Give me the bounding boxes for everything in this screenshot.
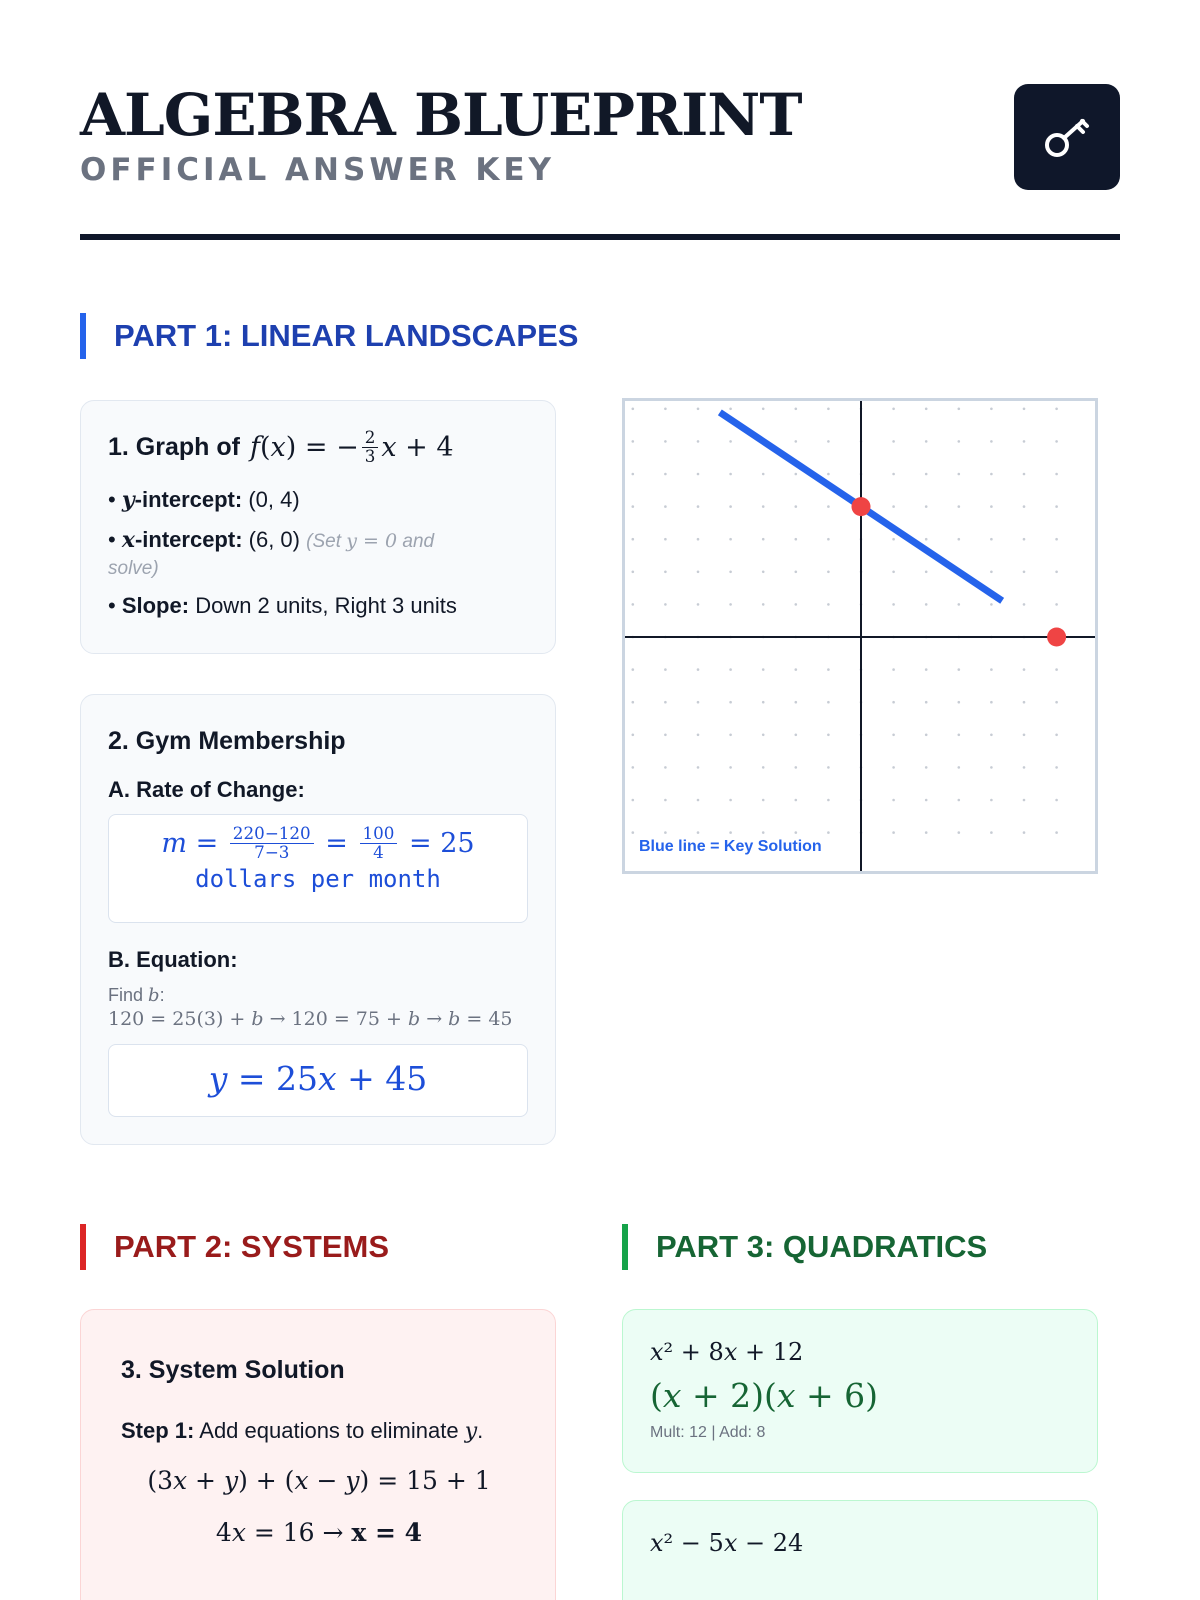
grid-dot <box>1055 473 1058 476</box>
grid-dot <box>632 668 635 671</box>
system-equation-sum: (3x + y) + (x − y) = 15 + 1 <box>147 1466 491 1495</box>
grid-dot <box>664 473 667 476</box>
grid-dot <box>958 701 961 704</box>
grid-dot <box>729 831 732 834</box>
grid-dot <box>827 668 830 671</box>
find-b-label: Find b: <box>108 985 165 1006</box>
final-equation-box: y = 25x + 45 <box>108 1044 528 1117</box>
grid-dot <box>1055 799 1058 802</box>
grid-dot <box>762 831 765 834</box>
grid-dot <box>697 701 700 704</box>
grid-dot <box>1055 603 1058 606</box>
graph-caption: Blue line = Key Solution <box>639 838 822 855</box>
grid-dot <box>1055 701 1058 704</box>
grid-dot <box>1023 766 1026 769</box>
key-badge <box>1014 84 1120 190</box>
grid-dot <box>958 734 961 737</box>
grid-dot <box>729 799 732 802</box>
grid-dot <box>762 734 765 737</box>
grid-dot <box>1055 734 1058 737</box>
grid-dot <box>664 505 667 508</box>
grid-dot <box>990 440 993 443</box>
part1-accent-bar <box>80 313 86 359</box>
grid-dot <box>892 473 895 476</box>
grid-dot <box>632 799 635 802</box>
x-intercept-note-cont: solve) <box>108 558 159 579</box>
rate-of-change-label: A. Rate of Change: <box>108 777 305 802</box>
grid-dot <box>795 734 798 737</box>
grid-dot <box>990 473 993 476</box>
grid-dot <box>795 505 798 508</box>
grid-dot <box>958 538 961 541</box>
question-3-card <box>80 1309 556 1600</box>
grid-dot <box>925 538 928 541</box>
grid-dot <box>664 668 667 671</box>
grid-dot <box>990 505 993 508</box>
page-header <box>80 81 1120 188</box>
grid-dot <box>795 538 798 541</box>
grid-dot <box>827 505 830 508</box>
equation-label: B. Equation: <box>108 947 238 972</box>
part1-heading <box>80 313 578 359</box>
find-b-work: 120 = 25(3) + b → 120 = 75 + b → b = 45 <box>108 1008 513 1030</box>
grid-dot <box>892 766 895 769</box>
intercept-point <box>852 497 871 516</box>
quadratic-1-factored: (x + 2)(x + 6) <box>650 1376 878 1415</box>
grid-dot <box>925 473 928 476</box>
intercept-point <box>1047 628 1066 647</box>
grid-dot <box>762 603 765 606</box>
grid-dot <box>827 571 830 574</box>
grid-dot <box>795 603 798 606</box>
grid-dot <box>1023 571 1026 574</box>
grid-dot <box>697 538 700 541</box>
grid-dot <box>827 734 830 737</box>
grid-dot <box>990 603 993 606</box>
grid-dot <box>892 799 895 802</box>
system-solution-x: 4x = 16 → x = 4 <box>215 1518 423 1547</box>
grid-dot <box>697 799 700 802</box>
grid-dot <box>1055 766 1058 769</box>
grid-dot <box>990 668 993 671</box>
grid-dot <box>925 505 928 508</box>
grid-dot <box>925 766 928 769</box>
grid-dot <box>958 831 961 834</box>
grid-dot <box>827 440 830 443</box>
grid-dot <box>1023 701 1026 704</box>
grid-dot <box>632 505 635 508</box>
grid-dot <box>925 603 928 606</box>
grid-dot <box>990 831 993 834</box>
grid-dot <box>1055 408 1058 411</box>
grid-dot <box>892 440 895 443</box>
grid-dot <box>1023 408 1026 411</box>
grid-dot <box>925 571 928 574</box>
grid-dot <box>729 734 732 737</box>
grid-dot <box>632 408 635 411</box>
grid-dot <box>664 440 667 443</box>
header-divider <box>80 234 1120 240</box>
grid-dot <box>697 408 700 411</box>
rate-units: dollars per month <box>195 865 441 894</box>
grid-dot <box>1055 668 1058 671</box>
grid-dot <box>958 505 961 508</box>
grid-dot <box>892 734 895 737</box>
grid-dot <box>1055 538 1058 541</box>
grid-dot <box>925 831 928 834</box>
grid-dot <box>892 408 895 411</box>
grid-dot <box>958 440 961 443</box>
grid-dot <box>697 668 700 671</box>
quadratic-2-expression: x² − 5x − 24 <box>650 1529 804 1557</box>
grid-dot <box>827 408 830 411</box>
grid-dot <box>1023 831 1026 834</box>
part3-heading <box>622 1224 987 1270</box>
grid-dot <box>925 440 928 443</box>
grid-dot <box>795 831 798 834</box>
grid-dot <box>729 473 732 476</box>
grid-dot <box>925 734 928 737</box>
grid-dot <box>664 408 667 411</box>
page-title: ALGEBRA BLUEPRINT <box>80 81 802 149</box>
grid-dot <box>827 538 830 541</box>
part3-accent-bar <box>622 1224 628 1270</box>
coordinate-graph <box>622 398 1098 874</box>
grid-dot <box>892 831 895 834</box>
grid-dot <box>892 701 895 704</box>
quadratic-1-card <box>622 1309 1098 1473</box>
grid-dot <box>697 831 700 834</box>
key-icon <box>1039 107 1095 168</box>
grid-dot <box>925 668 928 671</box>
question-3-title: 3. System Solution <box>121 1356 345 1384</box>
grid-dot <box>762 799 765 802</box>
grid-dot <box>958 603 961 606</box>
grid-dot <box>664 831 667 834</box>
grid-dot <box>958 799 961 802</box>
question-2-card <box>80 694 556 1145</box>
grid-dot <box>762 473 765 476</box>
grid-dot <box>892 603 895 606</box>
grid-dot <box>762 505 765 508</box>
grid-dot <box>664 734 667 737</box>
grid-dot <box>892 668 895 671</box>
grid-dot <box>795 701 798 704</box>
part1-heading-text: PART 1: LINEAR LANDSCAPES <box>114 318 579 353</box>
grid-dot <box>990 408 993 411</box>
grid-dot <box>729 603 732 606</box>
grid-dot <box>1023 603 1026 606</box>
grid-dot <box>729 701 732 704</box>
grid-dot <box>1055 571 1058 574</box>
grid-dot <box>664 766 667 769</box>
grid-dot <box>958 766 961 769</box>
grid-dot <box>632 766 635 769</box>
quadratic-1-hint: Mult: 12 | Add: 8 <box>650 1424 766 1441</box>
grid-dot <box>990 701 993 704</box>
grid-dot <box>1023 505 1026 508</box>
grid-dot <box>697 473 700 476</box>
grid-dot <box>697 571 700 574</box>
grid-dot <box>729 571 732 574</box>
grid-dot <box>958 668 961 671</box>
grid-dot <box>925 799 928 802</box>
grid-dot <box>762 668 765 671</box>
grid-dot <box>990 734 993 737</box>
grid-dot <box>729 440 732 443</box>
question-1-title-text: 1. Graph of <box>108 432 240 461</box>
x-intercept-item: • x-intercept: (6, 0) (Set y = 0 and <box>108 527 435 553</box>
grid-dot <box>1023 473 1026 476</box>
quadratic-2-card <box>622 1500 1098 1600</box>
grid-dot <box>827 766 830 769</box>
grid-dot <box>795 473 798 476</box>
grid-dot <box>1023 538 1026 541</box>
grid-dot <box>1023 734 1026 737</box>
question-2-title: 2. Gym Membership <box>108 727 346 755</box>
grid-dot <box>729 538 732 541</box>
grid-dot <box>795 766 798 769</box>
grid-dot <box>1055 831 1058 834</box>
grid-dot <box>762 701 765 704</box>
slope-item: • Slope: Down 2 units, Right 3 units <box>108 593 457 618</box>
grid-dot <box>632 734 635 737</box>
grid-dot <box>1023 799 1026 802</box>
grid-dot <box>697 734 700 737</box>
grid-dot <box>664 538 667 541</box>
grid-dot <box>958 473 961 476</box>
grid-dot <box>729 408 732 411</box>
rate-of-change-box <box>108 814 528 923</box>
grid-dot <box>892 505 895 508</box>
grid-dot <box>632 440 635 443</box>
grid-dot <box>697 766 700 769</box>
part3-heading-text: PART 3: QUADRATICS <box>656 1229 988 1264</box>
grid-dot <box>827 831 830 834</box>
grid-dot <box>827 473 830 476</box>
grid-dot <box>1023 440 1026 443</box>
grid-dot <box>729 668 732 671</box>
grid-dot <box>632 603 635 606</box>
grid-dot <box>990 766 993 769</box>
grid-dot <box>795 668 798 671</box>
grid-dot <box>958 408 961 411</box>
grid-dot <box>925 701 928 704</box>
grid-dot <box>892 571 895 574</box>
grid-dot <box>762 571 765 574</box>
function-formula: f ( x ) = − $\frac{2}{3}$ x + 4 <box>249 427 454 466</box>
grid-dot <box>762 538 765 541</box>
part2-accent-bar <box>80 1224 86 1270</box>
grid-dot <box>664 603 667 606</box>
grid-dot <box>990 538 993 541</box>
grid-dot <box>632 571 635 574</box>
grid-dot <box>729 505 732 508</box>
grid-dot <box>697 505 700 508</box>
grid-dot <box>762 766 765 769</box>
grid-dot <box>795 799 798 802</box>
step-1-text: Step 1: Add equations to eliminate y. <box>121 1418 484 1444</box>
grid-dot <box>664 571 667 574</box>
grid-dot <box>1023 668 1026 671</box>
grid-dot <box>762 408 765 411</box>
question-1-card <box>80 400 556 654</box>
grid-dot <box>892 538 895 541</box>
grid-dot <box>697 603 700 606</box>
grid-dot <box>632 831 635 834</box>
grid-dot <box>795 408 798 411</box>
grid-dot <box>664 799 667 802</box>
grid-dot <box>664 701 667 704</box>
y-intercept-item: • y-intercept: (0, 4) <box>108 487 300 513</box>
grid-dot <box>1055 440 1058 443</box>
question-1-title <box>108 429 454 465</box>
grid-dot <box>795 440 798 443</box>
grid-dot <box>925 408 928 411</box>
grid-dot <box>632 538 635 541</box>
grid-dot <box>697 440 700 443</box>
page-subtitle: OFFICIAL ANSWER KEY <box>80 152 556 188</box>
grid-dot <box>632 701 635 704</box>
grid-dot <box>827 799 830 802</box>
grid-dot <box>827 603 830 606</box>
grid-dot <box>1055 505 1058 508</box>
graph-canvas <box>625 401 1095 871</box>
part2-heading-text: PART 2: SYSTEMS <box>114 1229 390 1264</box>
rate-of-change-formula: m = $\frac{220-120}{7-3}$ = $\frac{100}{4}$ = 25 <box>161 823 475 862</box>
grid-dot <box>827 701 830 704</box>
quadratic-1-expression: x² + 8x + 12 <box>650 1338 804 1366</box>
part2-heading <box>80 1224 389 1270</box>
grid-dot <box>729 766 732 769</box>
grid-dot <box>990 571 993 574</box>
grid-dot <box>795 571 798 574</box>
grid-dot <box>990 799 993 802</box>
question-1-bullets <box>108 485 538 621</box>
grid-dot <box>632 473 635 476</box>
